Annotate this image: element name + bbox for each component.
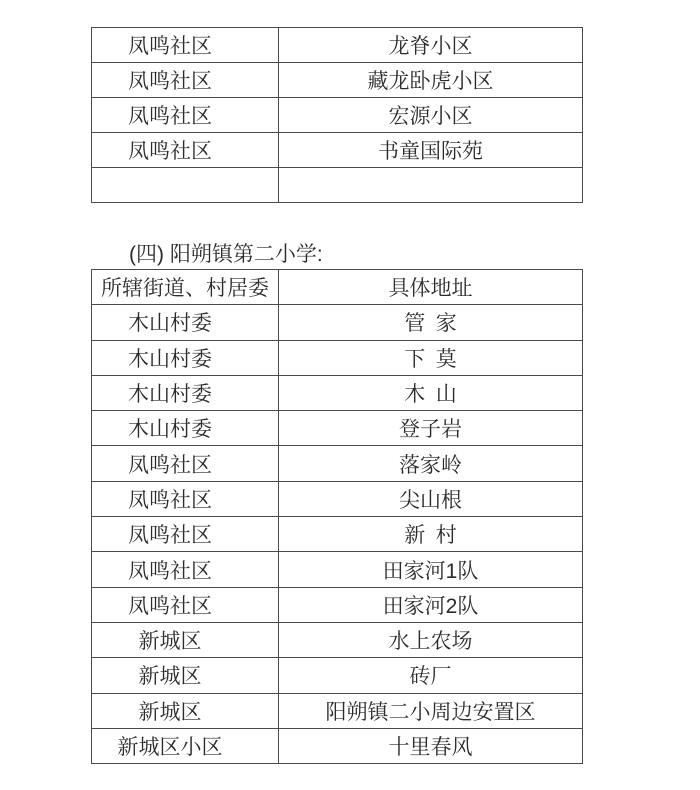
- table-row: [92, 517, 583, 552]
- school-address-table-head: [92, 270, 583, 305]
- table-row: [92, 63, 583, 98]
- table-row: [92, 728, 583, 763]
- table-row: [92, 481, 583, 516]
- section-heading: (四) 阳朔镇第二小学:: [129, 243, 323, 266]
- address-cell: 尖山根: [279, 481, 583, 516]
- table-row: [92, 446, 583, 481]
- school-address-table-body: [92, 305, 583, 764]
- district-cell: 木山村委: [92, 340, 279, 375]
- address-cell: 砖厂: [279, 658, 583, 693]
- table-row: [92, 587, 583, 622]
- address-cell: [279, 168, 583, 203]
- address-cell: 藏龙卧虎小区: [279, 63, 583, 98]
- district-cell: 木山村委: [92, 305, 279, 340]
- community-address-table-body: [92, 28, 583, 203]
- address-cell: 阳朔镇二小周边安置区: [279, 693, 583, 728]
- address-cell: 木 山: [279, 375, 583, 410]
- table-row: [92, 552, 583, 587]
- address-cell: 十里春风: [279, 728, 583, 763]
- district-cell: 凤鸣社区: [92, 28, 279, 63]
- address-cell: 下 莫: [279, 340, 583, 375]
- district-cell: 木山村委: [92, 375, 279, 410]
- table-row: [92, 411, 583, 446]
- district-cell: 新城区: [92, 658, 279, 693]
- district-cell: 凤鸣社区: [92, 517, 279, 552]
- district-cell: 凤鸣社区: [92, 446, 279, 481]
- table-row: [92, 375, 583, 410]
- table-row: [92, 305, 583, 340]
- address-cell: 水上农场: [279, 622, 583, 657]
- district-cell: 新城区: [92, 693, 279, 728]
- district-cell: 新城区: [92, 622, 279, 657]
- district-cell: 凤鸣社区: [92, 63, 279, 98]
- table-row: [92, 133, 583, 168]
- address-cell: 新 村: [279, 517, 583, 552]
- address-cell: 落家岭: [279, 446, 583, 481]
- district-cell: 凤鸣社区: [92, 587, 279, 622]
- table-row: [92, 168, 583, 203]
- address-cell: 田家河1队: [279, 552, 583, 587]
- table-row: [92, 28, 583, 63]
- column-header-address: 具体地址: [279, 270, 583, 305]
- column-header-district: 所辖街道、村居委: [92, 270, 279, 305]
- district-cell: 新城区小区: [92, 728, 279, 763]
- district-cell: 凤鸣社区: [92, 133, 279, 168]
- header-row: [92, 270, 583, 305]
- district-cell: 凤鸣社区: [92, 98, 279, 133]
- address-cell: 宏源小区: [279, 98, 583, 133]
- address-cell: 田家河2队: [279, 587, 583, 622]
- table-row: [92, 98, 583, 133]
- district-cell: 凤鸣社区: [92, 552, 279, 587]
- district-cell: 木山村委: [92, 411, 279, 446]
- address-cell: 登子岩: [279, 411, 583, 446]
- address-cell: 龙脊小区: [279, 28, 583, 63]
- school-address-table: [91, 269, 583, 764]
- table-row: [92, 693, 583, 728]
- table-row: [92, 658, 583, 693]
- community-address-table-top: [91, 27, 583, 203]
- district-cell: [92, 168, 279, 203]
- address-cell: 管 家: [279, 305, 583, 340]
- table-row: [92, 622, 583, 657]
- table-row: [92, 340, 583, 375]
- district-cell: 凤鸣社区: [92, 481, 279, 516]
- address-cell: 书童国际苑: [279, 133, 583, 168]
